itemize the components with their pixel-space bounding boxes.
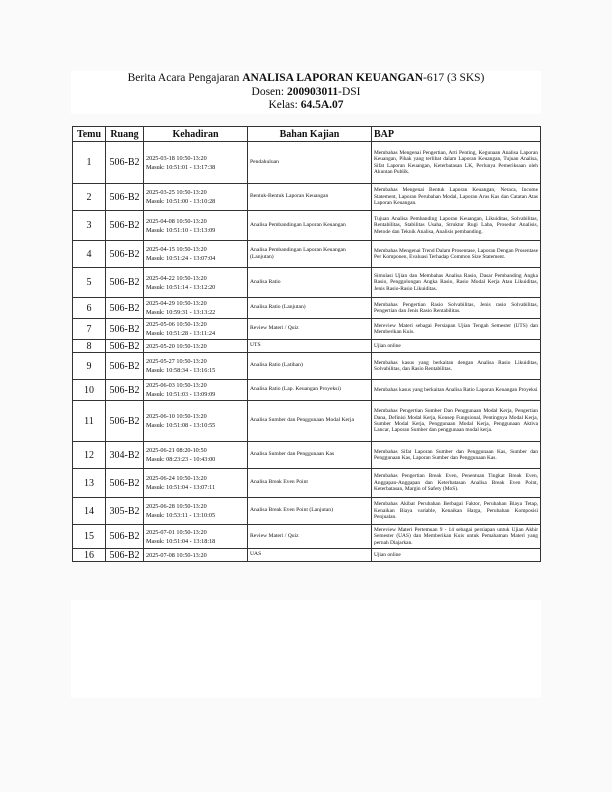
schedule-time: 2025-06-10 10:50-13:20	[146, 413, 207, 420]
topic: Analisa Ratio (Lanjutan)	[248, 298, 372, 319]
room: 506-B2	[106, 380, 144, 401]
attendance-table-wrapper	[72, 126, 540, 562]
class-code: 64.5A.07	[300, 99, 344, 111]
room: 506-B2	[106, 549, 144, 562]
attendance-cell	[144, 340, 248, 353]
check-in-time: Masuk: 10:51:00 - 13:10:28	[146, 198, 216, 205]
attendance-table	[72, 126, 541, 562]
check-in-time: Masuk: 10:51:04 - 13:18:18	[146, 537, 216, 545]
room: 506-B2	[106, 469, 144, 498]
meeting-number: 2	[73, 184, 106, 211]
bap-text: Membahas kasus yang berkaitan dengan Analisa Rasio Likuiditas, Solvabilitas, dan Rasio Rentabilitas.	[372, 353, 541, 380]
attendance-cell	[144, 142, 248, 184]
table-row	[73, 442, 541, 469]
bap-text: Membahas Pengertian Break Even, Penentuan Tingkat Break Even, Anggapan-Anggapan dan Keterbatasan Analisa Break Even Point, Keterbatasan, Margin of Safety (MoS).	[372, 469, 541, 498]
col-bap: BAP	[372, 127, 541, 142]
room: 304-B2	[106, 442, 144, 469]
bap-text: Membahas Akibat Perubahan Berbagai Faktor, Perubahan Biaya Tetap, Kenaikan Biaya variable, Kenaikan Harga, Perubahan Komposisi Penjualan.	[372, 498, 541, 525]
topic: Analisa Pembandingan Laporan Keuangan (Lanjutan)	[248, 241, 372, 268]
attendance-cell	[144, 498, 248, 525]
schedule-time: 2025-06-21 08:20-10:50	[146, 447, 207, 454]
meeting-number: 3	[73, 211, 106, 241]
topic: UAS	[248, 549, 372, 562]
col-kehadiran: Kehadiran	[144, 127, 248, 142]
meeting-number: 11	[73, 401, 106, 442]
meeting-number: 5	[73, 268, 106, 298]
blank-panel	[71, 600, 541, 698]
table-row	[73, 298, 541, 319]
bap-text: Membahas Mengenai Trend Dalam Prosentase, Laporan Dengan Prosentase Per Komponen, Evaluasi Terhadap Common Size Statement.	[372, 241, 541, 268]
topic: Analisa Pembandingan Laporan Keuangan	[248, 211, 372, 241]
topic: Analisa Sumber dan Penggunaan Modal Kerja	[248, 401, 372, 442]
room: 506-B2	[106, 268, 144, 298]
course-name: ANALISA LAPORAN KEUANGAN	[242, 72, 424, 84]
attendance-cell	[144, 241, 248, 268]
meeting-number: 4	[73, 241, 106, 268]
topic: Pendahuluan	[248, 142, 372, 184]
course-code: -617 (3 SKS)	[423, 72, 485, 84]
room: 506-B2	[106, 298, 144, 319]
table-row	[73, 469, 541, 498]
table-row	[73, 142, 541, 184]
topic: Analisa Break Even Point	[248, 469, 372, 498]
topic: Analisa Ratio (Lap. Keuangan Proyeksi)	[248, 380, 372, 401]
attendance-cell	[144, 442, 248, 469]
schedule-time: 2025-04-22 10:50-13:20	[146, 274, 207, 282]
bap-text: Membahas Mengenai Bentuk Laporan Keuangan, Neraca, Income Statement, Laporan Perubahan Modal, Laporan Arus Kas dan Catatan Atas Laporan Keuangan.	[372, 184, 541, 211]
attendance-cell	[144, 298, 248, 319]
check-in-time: Masuk: 10:59:31 - 13:13:22	[146, 309, 216, 316]
attendance-cell	[144, 469, 248, 498]
meeting-number: 12	[73, 442, 106, 469]
meeting-number: 14	[73, 498, 106, 525]
class-prefix: Kelas:	[268, 99, 301, 111]
table-row	[73, 401, 541, 442]
bap-text: Tujuan Analisa Pembanding Laporan Keuangan, Likuiditas, Solvabilitas, Rentabilitas, Stabilitas Usaha, Struktur Rugi Laba, Prosedur Analisis, Metode dan Teknik Analisa, Analisis pembanding.	[372, 211, 541, 241]
class-line	[71, 99, 541, 113]
bap-text: Ujian online	[372, 549, 541, 562]
attendance-cell	[144, 211, 248, 241]
schedule-time: 2025-04-29 10:50-13:20	[146, 300, 207, 307]
table-row	[73, 498, 541, 525]
topic: Analisa Ratio	[248, 268, 372, 298]
bap-text: Mereview Materi sebagai Persiapan Ujian Tengah Semester (UTS) dan Memberikan Kuis.	[372, 319, 541, 340]
schedule-time: 2025-07-08 10:50-13:20	[146, 551, 207, 559]
col-bahan-kajian: Bahan Kajian	[248, 127, 372, 142]
meeting-number: 10	[73, 380, 106, 401]
table-row	[73, 268, 541, 298]
schedule-time: 2025-06-28 10:50-13:20	[146, 503, 207, 510]
bap-text: Membahas Mengenai Pengertian, Arti Penting, Kegunaan Analisa Laporan Keuangan, Pihak yang terlibat dalam Laporan Keuangan, Tujuan Analisa, Sifat Laporan Keuangan, Keterbatasan LK, Perlunya Pemeriksaan oleh Akuntan Publik.	[372, 142, 541, 184]
bap-text: Ujian online	[372, 340, 541, 353]
topic: UTS	[248, 340, 372, 353]
check-in-time: Masuk: 10:51:28 - 13:11:24	[146, 330, 216, 337]
room: 506-B2	[106, 353, 144, 380]
check-in-time: Masuk: 10:51:01 - 13:17:38	[146, 163, 216, 171]
schedule-time: 2025-05-20 10:50-13:20	[146, 342, 207, 350]
schedule-time: 2025-04-15 10:50-13:20	[146, 246, 207, 253]
meeting-number: 13	[73, 469, 106, 498]
schedule-time: 2025-05-06 10:50-13:20	[146, 321, 207, 328]
col-temu: Temu	[73, 127, 106, 142]
check-in-time: Masuk: 10:51:08 - 13:10:55	[146, 422, 216, 429]
table-row	[73, 353, 541, 380]
bap-text: Membahas Sifat Laporan Sumber dan Penggunaan Kas, Sumber dan Penggunaan Kas, Laporan Sumber dan Penggunaan Kas.	[372, 442, 541, 469]
attendance-cell	[144, 319, 248, 340]
room: 506-B2	[106, 319, 144, 340]
meeting-number: 15	[73, 525, 106, 549]
topic: Analisa Sumber dan Penggunaan Kas	[248, 442, 372, 469]
lecturer-prefix: Dosen:	[251, 85, 287, 98]
topic: Review Materi / Quiz	[248, 525, 372, 549]
attendance-cell	[144, 549, 248, 562]
lecturer-line	[71, 86, 541, 100]
table-row	[73, 184, 541, 211]
check-in-time: Masuk: 08:23:23 - 10:43:00	[146, 456, 216, 463]
document-header	[71, 71, 541, 114]
table-row	[73, 549, 541, 562]
lecturer-suffix: -DSI	[338, 85, 361, 98]
bap-text: Simulasi Ujian dan Membahas Analisa Rasio, Dasar Pembanding Angka Rasio, Penggolongan Angka Rasio, Rasio Modal Kerja Atau Likuiditas, Jenis Rasio-Rasio Likuiditas.	[372, 268, 541, 298]
schedule-time: 2025-06-03 10:50-13:20	[146, 382, 207, 389]
room: 506-B2	[106, 525, 144, 549]
check-in-time: Masuk: 10:51:14 - 13:12:20	[146, 283, 216, 291]
room: 506-B2	[106, 184, 144, 211]
room: 506-B2	[106, 211, 144, 241]
check-in-time: Masuk: 10:53:11 - 13:10:05	[146, 512, 216, 519]
meeting-number: 7	[73, 319, 106, 340]
attendance-cell	[144, 380, 248, 401]
room: 506-B2	[106, 241, 144, 268]
schedule-time: 2025-07-01 10:50-13:20	[146, 528, 207, 536]
attendance-cell	[144, 184, 248, 211]
topic: Analisa Break Even Point (Lanjutan)	[248, 498, 372, 525]
room: 305-B2	[106, 498, 144, 525]
table-row	[73, 380, 541, 401]
table-row	[73, 340, 541, 353]
topic: Analisa Ratio (Latihan)	[248, 353, 372, 380]
title-prefix: Berita Acara Pengajaran	[127, 72, 243, 84]
bap-text: Membahas Pengertian Sumber Dan Penggunaan Modal Kerja, Pengertian Dana, Definisi Modal Kerja, Konsep Fungsional, Pentingnya Modal Kerja, Sumber Modal Kerja, Penggunaan Modal Kerja, Penggunaan Aktiva Lancar, Laporan Sumber dan penggunaan modal kerja.	[372, 401, 541, 442]
meeting-number: 16	[73, 549, 106, 562]
bap-text: Mereview Materi Pertemuan 9 - 14 sebagai persiapan untuk Ujian Akhir Semester (UAS) dan Memberikan Kuis untuk Pemahaman Materi yang pernah Diajarkan.	[372, 525, 541, 549]
table-row	[73, 319, 541, 340]
lecturer-id: 200903011	[286, 85, 339, 98]
check-in-time: Masuk: 10:51:10 - 13:13:09	[146, 226, 216, 234]
check-in-time: Masuk: 10:58:34 - 13:16:15	[146, 367, 216, 374]
table-row	[73, 525, 541, 549]
meeting-number: 8	[73, 340, 106, 353]
room: 506-B2	[106, 401, 144, 442]
schedule-time: 2025-03-18 10:50-13:20	[146, 154, 207, 162]
topic: Review Materi / Quiz	[248, 319, 372, 340]
check-in-time: Masuk: 10:51:24 - 13:07:04	[146, 255, 216, 262]
title-line	[71, 72, 541, 86]
check-in-time: Masuk: 10:51:04 - 13:07:11	[146, 484, 216, 491]
topic: Bentuk-Bentuk Laporan Keuangan	[248, 184, 372, 211]
col-ruang: Ruang	[106, 127, 144, 142]
table-row	[73, 211, 541, 241]
attendance-cell	[144, 525, 248, 549]
meeting-number: 9	[73, 353, 106, 380]
schedule-time: 2025-03-25 10:50-13:20	[146, 189, 207, 196]
check-in-time: Masuk: 10:51:03 - 13:09:09	[146, 391, 216, 398]
schedule-time: 2025-05-27 10:50-13:20	[146, 358, 207, 365]
room: 506-B2	[106, 142, 144, 184]
schedule-time: 2025-04-08 10:50-13:20	[146, 217, 207, 225]
table-row	[73, 241, 541, 268]
table-header-row	[73, 127, 541, 142]
meeting-number: 1	[73, 142, 106, 184]
attendance-cell	[144, 353, 248, 380]
bap-text: Membahas kasus yang berkaitan Analisa Ratio Laporan Keuangan Proyeksi	[372, 380, 541, 401]
attendance-cell	[144, 401, 248, 442]
attendance-cell	[144, 268, 248, 298]
room: 506-B2	[106, 340, 144, 353]
bap-text: Membahas Pengertian Rasio Solvabilitas, Jenis rasio Solvabilitas, Pengertian dan Jenis Rasio Rentabilitas.	[372, 298, 541, 319]
schedule-time: 2025-06-24 10:50-13:20	[146, 475, 207, 482]
meeting-number: 6	[73, 298, 106, 319]
